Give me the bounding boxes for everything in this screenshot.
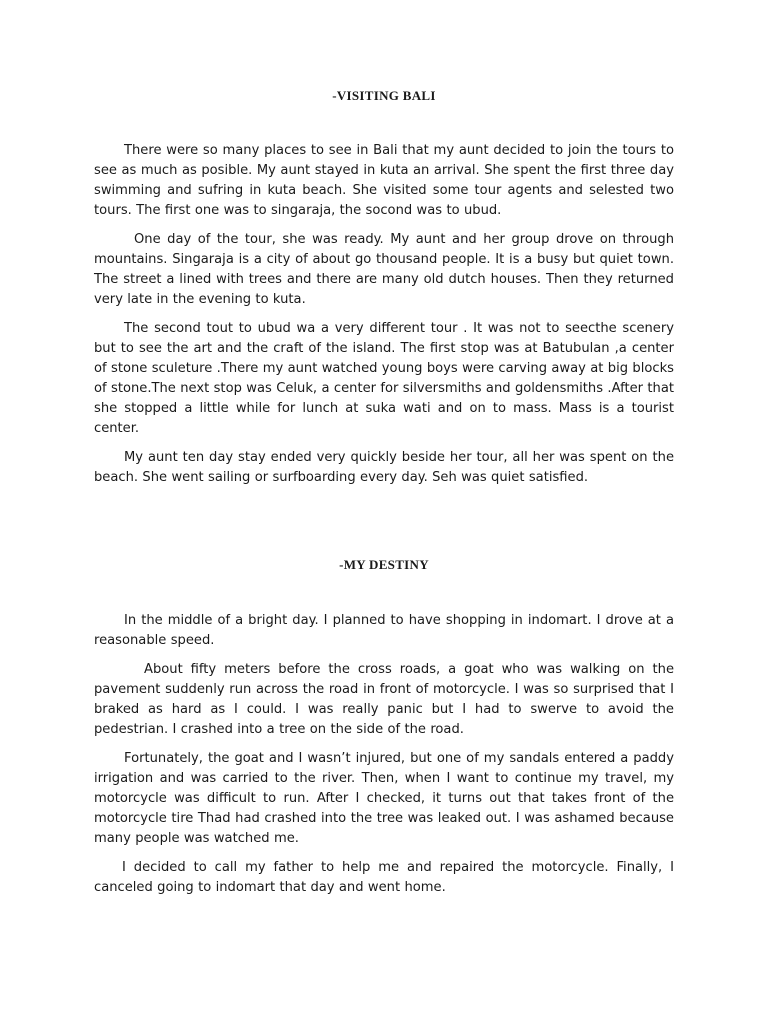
section-title-visiting-bali: -VISITING BALI: [332, 88, 436, 103]
paragraph: There were so many places to see in Bali that my aunt decided to join the tours to see as much as posible. My aunt stayed in kuta an arrival. She spent the first three day swimming and sufring in kuta beach. She visited some tour agents and selested two tours. The first one was to singaraja, the socond was to ubud.: [94, 143, 674, 218]
paragraph: Fortunately, the goat and I wasn’t injured, but one of my sandals entered a paddy irrigation and was carried to the river. Then, when I want to continue my travel, my motorcycle was difficult to run. After I checked, it turns out that takes front of the motorcycle tire Thad had crashed into the tree was leaked out. I was ashamed because many people was watched me.: [94, 751, 674, 846]
paragraph: About fifty meters before the cross roads, a goat who was walking on the pavement suddenly run across the road in front of motorcycle. I was so surprised that I braked as hard as I could. I was really panic but I had to swerve to avoid the pedestrian. I crashed into a tree on the side of the road.: [94, 662, 674, 737]
section-body-visiting-bali: [94, 141, 674, 497]
paragraph: I decided to call my father to help me and repaired the motorcycle. Finally, I canceled going to indomart that day and went home.: [94, 860, 674, 895]
section-title-my-destiny: -MY DESTINY: [339, 557, 429, 572]
paragraph: In the middle of a bright day. I planned to have shopping in indomart. I drove at a reasonable speed.: [94, 613, 674, 648]
paragraph: One day of the tour, she was ready. My aunt and her group drove on through mountains. Singaraja is a city of about go thousand people. It is a busy but quiet town. The street a lined with trees and there are many old dutch houses. Then they returned very late in the evening to kuta.: [94, 232, 674, 307]
paragraph: My aunt ten day stay ended very quickly beside her tour, all her was spent on the beach. She went sailing or surfboarding every day. Seh was quiet satisfied.: [94, 450, 674, 485]
paragraph: The second tout to ubud wa a very different tour . It was not to seecthe scenery but to see the art and the craft of the island. The first stop was at Batubulan ,a center of stone sculeture .There my aunt watched young boys were carving away at big blocks of stone.The next stop was Celuk, a center for silversmiths and goldensmiths .After that she stopped a little while for lunch at suka wati and on to mass. Mass is a tourist center.: [94, 321, 674, 436]
section-body-my-destiny: [94, 611, 674, 907]
